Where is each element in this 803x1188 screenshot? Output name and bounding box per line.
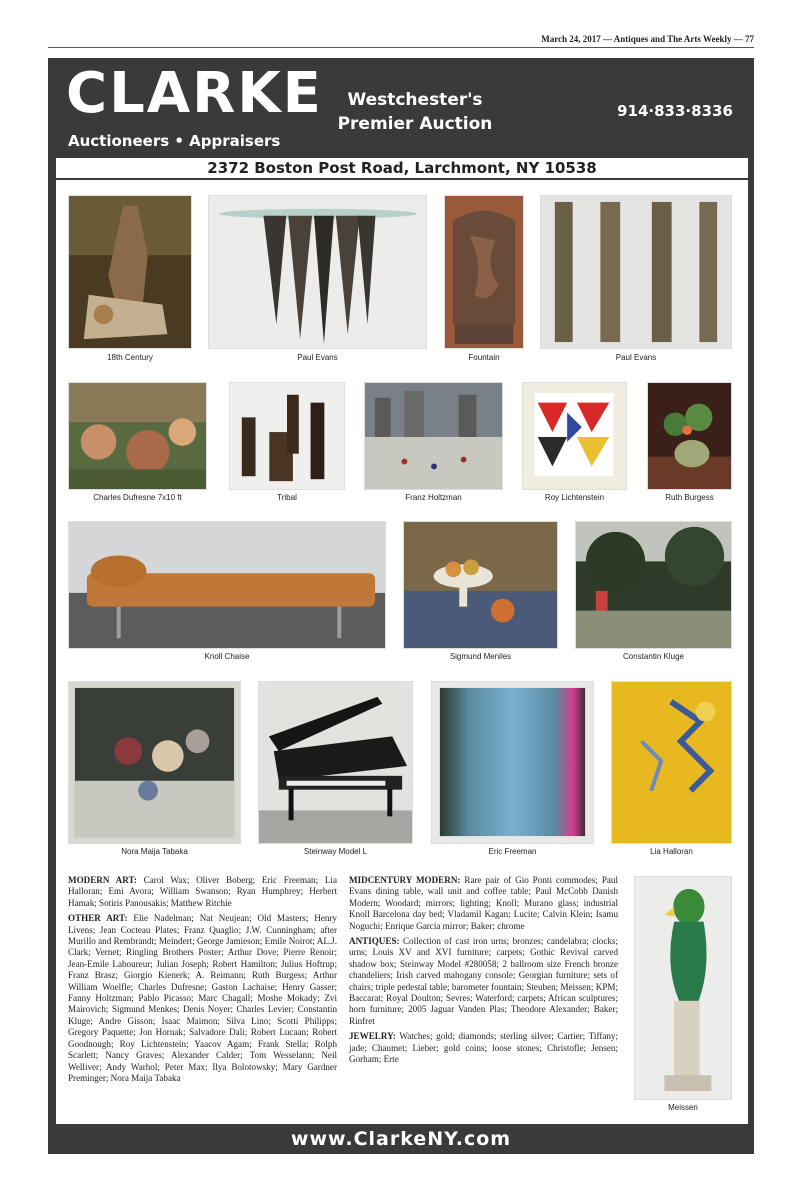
photo-lia-halloran — [611, 681, 732, 844]
caption-18th-century: 18th Century — [107, 353, 153, 362]
photo-18th-century-still-life — [68, 195, 192, 349]
jewelry-section — [349, 1031, 618, 1065]
caption-ruth-burgess: Ruth Burgess — [665, 493, 714, 502]
photo-nora-maija-tabaka — [68, 681, 241, 844]
caption-tribal: Tribal — [277, 493, 297, 502]
caption-nora-maija-tabaka: Nora Maija Tabaka — [121, 847, 188, 856]
photo-charles-dufresne — [68, 382, 207, 490]
caption-charles-dufresne: Charles Dufresne 7x10 ft — [93, 493, 182, 502]
text-column-left — [68, 875, 337, 1088]
midcentury-heading: MIDCENTURY MODERN: — [349, 875, 461, 885]
jewelry-text: Watches; gold; diamonds; sterling silver; Cartier; Tiffany; jade; Chaumet; Lieber; gold coins; loose stones; Christofle; Jensen; Gorham; Erte — [349, 1031, 618, 1065]
photo-sigmund-meniles — [403, 521, 558, 649]
running-head: March 24, 2017 — Antiques and The Arts Weekly — 77 — [541, 34, 754, 44]
photo-constantin-kluge — [575, 521, 732, 649]
modern-art-text: Carol Wax; Oliver Boberg; Eric Freeman; Lia Halloran; Emi Avora; William Swanson; Ryan Humphrey; Herbert Hamak; Sotiris Panousakis; Matthew Ritchie — [68, 875, 337, 908]
caption-sigmund-meniles: Sigmund Meniles — [449, 652, 512, 661]
caption-steinway-model-l: Steinway Model L — [303, 847, 368, 856]
antiques-text: Collection of cast iron urns; bronzes; candelabra; clocks; urns; Louis XV and XVI furniture; carpets; Gothic Revival carved shadow box; Steinway Model #280058; 2 ballroom size French bronze chandeliers; Irish carved mahogany console; Georgian furniture; sets of chairs; triple pedestal table; barometer fountain; Steuben; Meissen; KPM; Baccarat; Royal Doulton; Sevres; Waterford; carpets; African sculptures; horn furniture; 2005 Jaguar Vanden Plas; Theodore Alexander; Baker; Rinfret — [349, 936, 618, 1026]
midcentury-text: Rare pair of Gio Ponti commodes; Paul Evans dining table, wall unit and coffee table; Paul McCobb Danish Modern; Woodard; mirrors; lighting; Knoll; Murano glass; industrial Knoll Barcelona day bed; Vladamil Kagan; Lucite; Calvin Klein; Isamu Noguchi; Enrique Garcia mirror; Baker; chrome — [349, 875, 618, 931]
photo-ruth-burgess — [647, 382, 732, 490]
photo-franz-holtzman — [364, 382, 503, 490]
other-art-text: Elie Nadelman; Nat Neujean; Old Masters; Henry Livens; Jean Cocteau Plates; Franz Quaglio; J.W. Cunningham; after Murillo and Rembrandt; Meindert; George Jamieson; Emile Noirot; AL.J. Clark; Vernet; Ringling Brothers Poster; Arthur Dove; Pierre Renoir; Jean-Emile Laboureur; Julian Joseph; Robert Hamilton; Julius Hoftrup; Franz Brasz; Giorgio Kienerk; A. Reimann; Ruth Burgess; Arthur William Woelfle; Charles Dufresne; Gaston Lachaise; Henry Gasser; Fanny Holtzman; Pablo Picasso; Marc Chagall; Moshe Mokady; Zvi Mairovich; Sigmund Menkes; Denis Noyer; Charles Levier; Constantin Kluge; Andre Gisson; Isaac Maimon; Silva Lino; Scotti Philipps; Gregory Paquette; Jon Hornak; Salvadore Dali; Robert Lucaan; Robert Goodnough; Roy Lichtenstein; Yaacov Agam; Frank Stella; Rolph Scarlett; Nancy Graves; Alexander Calder; Tom Wesselann; Neil Welliver; Andy Warhol; Peter Max; Ilya Bolotowsky; Mary Gardner Preminger; Nora Maija Tabaka — [68, 913, 337, 1083]
photo-steinway-model-l — [258, 681, 413, 844]
midcentury-section — [349, 875, 618, 932]
tagline — [320, 88, 510, 136]
tagline-line-1: Westchester's — [347, 90, 483, 110]
photo-knoll-chaise — [68, 521, 386, 649]
modern-art-heading: MODERN ART: — [68, 875, 137, 885]
other-art-heading: OTHER ART: — [68, 913, 128, 924]
other-art-section — [68, 913, 337, 1084]
text-column-middle — [349, 875, 618, 1070]
jewelry-heading: JEWELRY: — [349, 1031, 396, 1042]
photo-meissen-parrot — [634, 876, 732, 1100]
antiques-section — [349, 936, 618, 1027]
caption-constantin-kluge: Constantin Kluge — [623, 652, 684, 661]
photo-fountain — [444, 195, 524, 349]
antiques-heading: ANTIQUES: — [349, 936, 400, 947]
caption-paul-evans-2: Paul Evans — [615, 353, 657, 362]
address-bar: 2372 Boston Post Road, Larchmont, NY 10538 — [56, 158, 748, 178]
photo-tribal — [229, 382, 345, 490]
photo-roy-lichtenstein — [522, 382, 627, 490]
brand-subtitle: Auctioneers • Appraisers — [68, 132, 281, 150]
photo-paul-evans-table — [208, 195, 427, 349]
caption-knoll-chaise: Knoll Chaise — [204, 652, 250, 661]
caption-paul-evans-1: Paul Evans — [297, 353, 338, 362]
tagline-line-2: Premier Auction — [337, 114, 493, 134]
brand-logo: CLARKE — [66, 61, 323, 126]
photo-paul-evans-panels — [540, 195, 732, 349]
caption-fountain: Fountain — [468, 353, 500, 362]
header-rule — [48, 47, 754, 48]
caption-eric-freeman: Eric Freeman — [488, 847, 537, 856]
footer-website-link[interactable]: www.ClarkeNY.com — [290, 1128, 512, 1150]
caption-franz-holtzman: Franz Holtzman — [405, 493, 462, 502]
caption-lia-halloran: Lia Halloran — [650, 847, 693, 856]
caption-roy-lichtenstein: Roy Lichtenstein — [544, 493, 605, 502]
modern-art-section — [68, 875, 337, 909]
photo-eric-freeman — [431, 681, 594, 844]
caption-meissen: Meissen — [668, 1103, 698, 1112]
phone-number: 914·833·8336 — [617, 102, 733, 120]
